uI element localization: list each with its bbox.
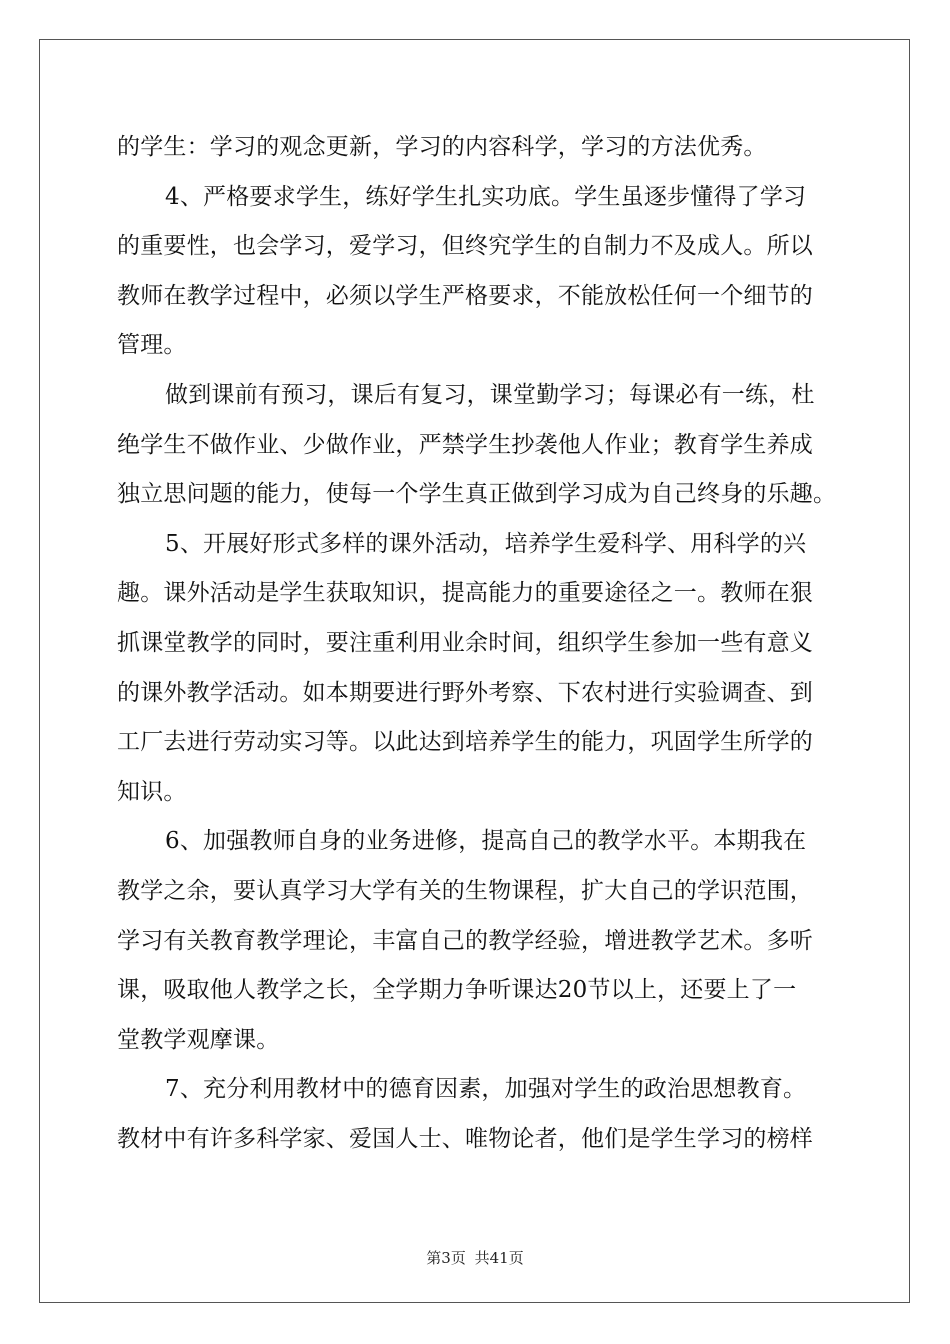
text-line-1: 的学生：学习的观念更新，学习的内容科学，学习的方法优秀。 xyxy=(117,134,767,160)
text-line-21: 教材中有许多科学家、爱国人士、唯物论者，他们是学生学习的榜样 xyxy=(117,1125,813,1152)
page-total: 共41页 xyxy=(474,1249,524,1267)
text-line-18: 课，吸取他人教学之长，全学期力争听课达20节以上，还要上了一 xyxy=(117,977,797,1004)
text-line-3: 的重要性，也会学习，爱学习，但终究学生的自制力不及成人。所以 xyxy=(117,233,813,260)
text-line-13: 工厂去进行劳动实习等。以此达到培养学生的能力，巩固学生所学的 xyxy=(117,729,813,756)
text-line-17: 学习有关教育教学理论，丰富自己的教学经验，增进教学艺术。多听 xyxy=(117,927,813,954)
text-line-8: 独立思问题的能力，使每一个学生真正做到学习成为自己终身的乐趣。 xyxy=(117,481,837,508)
text-line-5: 管理。 xyxy=(117,332,187,359)
text-line-15: 6、加强教师自身的业务进修，提高自己的教学水平。本期我在 xyxy=(165,828,807,855)
text-line-6: 做到课前有预习，课后有复习，课堂勤学习；每课必有一练，杜 xyxy=(165,381,815,408)
text-line-16: 教学之余，要认真学习大学有关的生物课程，扩大自己的学识范围， xyxy=(117,877,813,904)
text-line-10: 趣。课外活动是学生获取知识，提高能力的重要途径之一。教师在狠 xyxy=(117,580,813,607)
page-number: 第3页 xyxy=(426,1249,466,1267)
page-footer xyxy=(0,1247,950,1268)
text-line-19: 堂教学观摩课。 xyxy=(117,1026,280,1053)
text-line-9: 5、开展好形式多样的课外活动，培养学生爱科学、用科学的兴 xyxy=(165,530,807,557)
text-line-20: 7、充分利用教材中的德育因素，加强对学生的政治思想教育。 xyxy=(165,1076,807,1103)
text-line-12: 的课外教学活动。如本期要进行野外考察、下农村进行实验调查、到 xyxy=(117,679,813,706)
text-line-7: 绝学生不做作业、少做作业，严禁学生抄袭他人作业；教育学生养成 xyxy=(117,431,813,458)
document-body xyxy=(117,123,837,1164)
text-line-2: 4、严格要求学生，练好学生扎实功底。学生虽逐步懂得了学习 xyxy=(165,183,807,210)
text-line-11: 抓课堂教学的同时，要注重利用业余时间，组织学生参加一些有意义 xyxy=(117,629,813,656)
text-line-4: 教师在教学过程中，必须以学生严格要求，不能放松任何一个细节的 xyxy=(117,282,813,309)
text-line-14: 知识。 xyxy=(117,778,187,805)
